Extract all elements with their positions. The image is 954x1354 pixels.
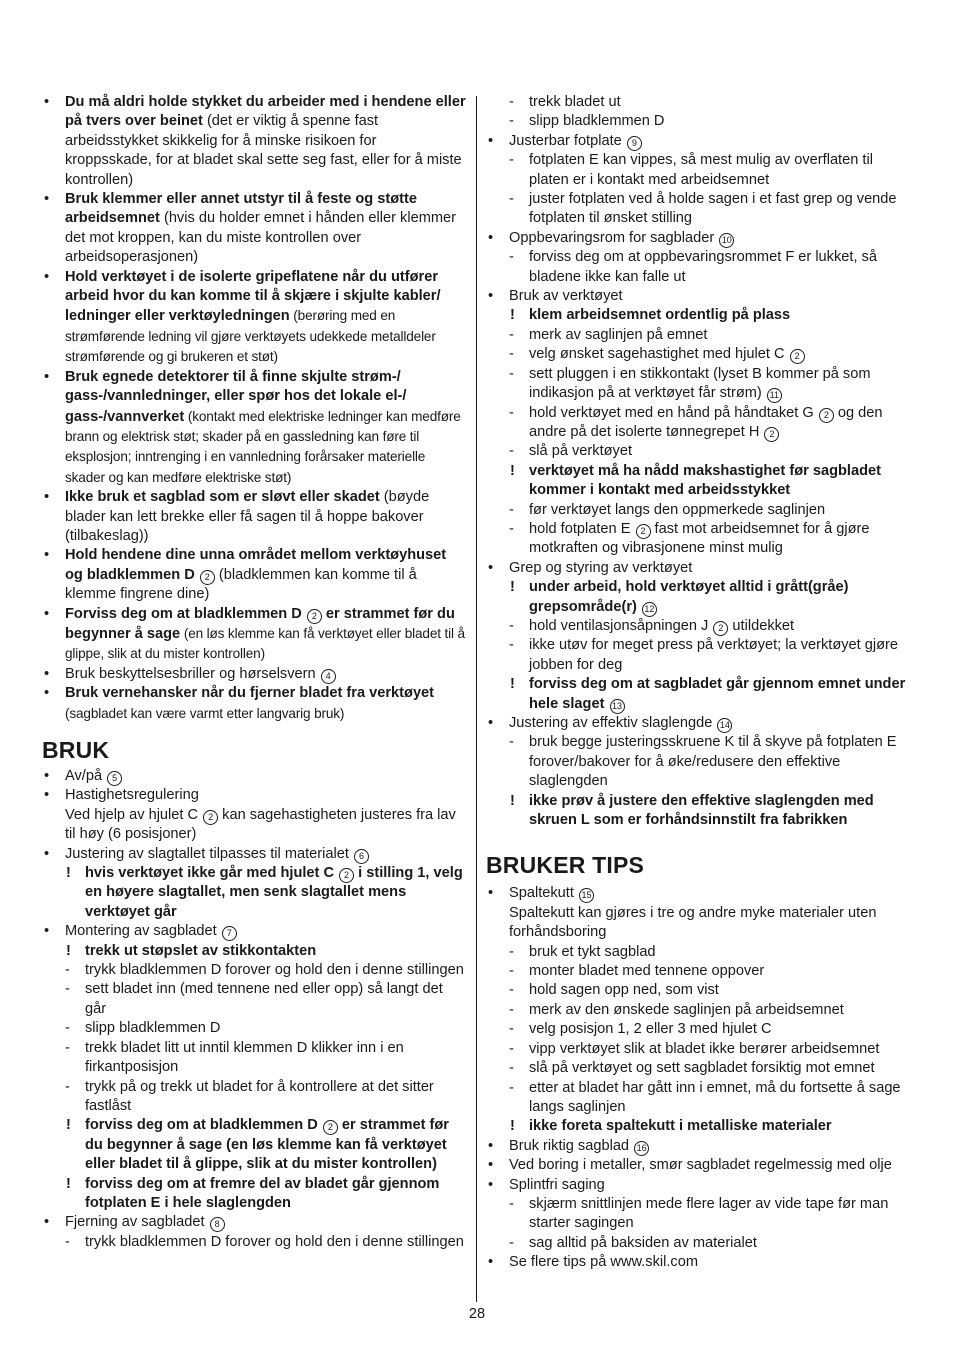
step-item: - velg ønsket sagehastighet med hjulet C 2 [486, 345, 914, 364]
figure-ref-icon: 2 [307, 609, 322, 624]
figure-ref-icon: 2 [203, 810, 218, 825]
figure-ref-icon: 15 [579, 888, 594, 903]
caution-item: ! under arbeid, hold verktøyet alltid i grått(gråe) grepsområde(r) 12 [486, 578, 914, 617]
caution-item: ! verktøyet må ha nådd makshastighet før sagbladet kommer i kontakt med arbeidsstykket [486, 462, 914, 501]
list-item: • Hastighetsregulering Ved hjelp av hjulet C 2 kan sagehastigheten justeres fra lav til høy (6 posisjoner) [42, 786, 466, 844]
warning-item: • Ikke bruk et sagblad som er sløvt eller skadet (bøyde blader kan lett brekke eller få sagen til å hoppe bakover (tilbakeslag)) [42, 488, 466, 546]
warning-item: • Bruk beskyttelsesbriller og hørselsvern 4 [42, 665, 466, 684]
figure-ref-icon: 10 [719, 233, 734, 248]
list-item: • Bruk av verktøyet [486, 287, 914, 306]
step-item: - monter bladet med tennene oppover [486, 962, 914, 981]
warning-item: • Du må aldri holde stykket du arbeider med i hendene eller på tvers over beinet (det er viktig å spenne fast arbeidsstykket skikkelig for å minske risikoen for kroppsskade, for at bladet skal sette seg fast, eller for å miste kontrollen) [42, 93, 466, 190]
step-item: - hold ventilasjonsåpningen J 2 utildekket [486, 617, 914, 636]
step-item: - sett bladet inn (med tennene ned eller opp) så langt det går [42, 980, 466, 1019]
figure-ref-icon: 16 [634, 1141, 649, 1156]
caution-item: ! forviss deg om at sagbladet går gjennom emnet under hele slaget 13 [486, 675, 914, 714]
column-divider [476, 96, 477, 1302]
list-item: • Bruk riktig sagblad 16 [486, 1137, 914, 1156]
step-item: - merk av den ønskede saglinjen på arbeidsemnet [486, 1001, 914, 1020]
figure-ref-icon: 12 [642, 602, 657, 617]
section-heading-bruker-tips: BRUKER TIPS [486, 852, 645, 879]
list-item: • Justering av slagtallet tilpasses til materialet 6 [42, 845, 466, 864]
step-item: - før verktøyet langs den oppmerkede saglinjen [486, 501, 914, 520]
list-item: • Av/på 5 [42, 767, 466, 786]
list-item: • Justering av effektiv slaglengde 14 [486, 714, 914, 733]
step-item: - hold fotplaten E 2 fast mot arbeidsemnet for å gjøre motkraften og vibrasjonene minst mulig [486, 520, 914, 559]
figure-ref-icon: 6 [354, 849, 369, 864]
left-column [42, 93, 466, 1252]
figure-ref-icon: 2 [713, 621, 728, 636]
step-item: - trykk på og trekk ut bladet for å kontrollere at det sitter fastlåst [42, 1078, 466, 1117]
step-item: - juster fotplaten ved å holde sagen i et fast grep og vende fotplaten til ønsket stilling [486, 190, 914, 229]
list-item: • Splintfri saging [486, 1176, 914, 1195]
list-item: • Grep og styring av verktøyet [486, 559, 914, 578]
step-item: - hold verktøyet med en hånd på håndtaket G 2 og den andre på det isolerte tønnegrepet H 2 [486, 404, 914, 443]
caution-item: ! forviss deg om at fremre del av bladet går gjennom fotplaten E i hele slaglengden [42, 1175, 466, 1214]
caution-item: ! forviss deg om at bladklemmen D 2 er strammet før du begynner å sage (en løs klemme kan få verktøyet eller bladet til å glippe, slik at du mister kontrollen) [42, 1116, 466, 1174]
figure-ref-icon: 2 [819, 408, 834, 423]
step-item: - etter at bladet har gått inn i emnet, må du fortsette å sage langs saglinjen [486, 1079, 914, 1118]
figure-ref-icon: 9 [627, 136, 642, 151]
figure-ref-icon: 8 [210, 1217, 225, 1232]
step-item: - hold sagen opp ned, som vist [486, 981, 914, 1000]
step-item: - velg posisjon 1, 2 eller 3 med hjulet C [486, 1020, 914, 1039]
right-column [486, 93, 914, 1273]
step-item: - ikke utøv for meget press på verktøyet; la verktøyet gjøre jobben for deg [486, 636, 914, 675]
warning-item: • Bruk vernehansker når du fjerner bladet fra verktøyet (sagbladet kan være varmt etter langvarig bruk) [42, 684, 466, 724]
page-number: 28 [468, 1306, 486, 1322]
step-item: - slipp bladklemmen D [42, 1019, 466, 1038]
warning-item: • Bruk klemmer eller annet utstyr til å feste og støtte arbeidsemnet (hvis du holder emnet i hånden eller klemmer det mot kroppen, kan du miste kontrollen over arbeidsoperasjonen) [42, 190, 466, 268]
step-item: - bruk begge justeringsskruene K til å skyve på fotplaten E forover/bakover for å øke/redusere den effektive slaglengden [486, 733, 914, 791]
figure-ref-icon: 13 [610, 699, 625, 714]
warning-item: • Hold verktøyet i de isolerte gripeflatene når du utfører arbeid hvor du kan komme til å skjære i skjulte kabler/ ledninger eller verktøyledningen (berøring med en strømførende ledning vil gjøre verktøyets udekkede metalldeler strømførende og gi brukeren et støt) [42, 268, 466, 368]
step-item: - trykk bladklemmen D forover og hold den i denne stillingen [42, 961, 466, 980]
list-item: • Justerbar fotplate 9 [486, 132, 914, 151]
figure-ref-icon: 2 [323, 1120, 338, 1135]
warning-item: • Bruk egnede detektorer til å finne skjulte strøm-/ gass-/vannledninger, eller spør hos det lokale el-/ gass-/vannverket (kontakt med elektriske ledninger kan medføre brann og elektrisk støt; skader på en gassledning kan føre til eksplosjon; inntrenging i en vannledning forårsaker materielle skader og kan medføre elektriske støt) [42, 368, 466, 488]
figure-ref-icon: 2 [339, 868, 354, 883]
step-item: - slipp bladklemmen D [486, 112, 914, 131]
list-item: • Se flere tips på www.skil.com [486, 1253, 914, 1272]
figure-ref-icon: 2 [764, 427, 779, 442]
figure-ref-icon: 2 [200, 570, 215, 585]
list-item: • Fjerning av sagbladet 8 [42, 1213, 466, 1232]
caution-item: ! ikke foreta spaltekutt i metalliske materialer [486, 1117, 914, 1136]
list-item: • Spaltekutt 15 Spaltekutt kan gjøres i tre og andre myke materialer uten forhåndsboring [486, 884, 914, 942]
step-item: - slå på verktøyet og sett sagbladet forsiktig mot emnet [486, 1059, 914, 1078]
step-item: - vipp verktøyet slik at bladet ikke berører arbeidsemnet [486, 1040, 914, 1059]
list-item: • Ved boring i metaller, smør sagbladet regelmessig med olje [486, 1156, 914, 1175]
step-item: - bruk et tykt sagblad [486, 943, 914, 962]
step-item: - forviss deg om at oppbevaringsrommet F er lukket, så bladene ikke kan falle ut [486, 248, 914, 287]
figure-ref-icon: 2 [790, 349, 805, 364]
warning-item: • Forviss deg om at bladklemmen D 2 er strammet før du begynner å sage (en løs klemme kan få verktøyet eller bladet til å glippe, slik at du mister kontrollen) [42, 605, 466, 665]
step-item: - trykk bladklemmen D forover og hold den i denne stillingen [42, 1233, 466, 1252]
figure-ref-icon: 14 [717, 718, 732, 733]
figure-ref-icon: 11 [767, 388, 782, 403]
step-item: - merk av saglinjen på emnet [486, 326, 914, 345]
step-item: - trekk bladet litt ut inntil klemmen D klikker inn i en firkantposisjon [42, 1039, 466, 1078]
figure-ref-icon: 5 [107, 771, 122, 786]
section-heading-bruk: BRUK [42, 737, 110, 763]
warning-item: • Hold hendene dine unna området mellom verktøyhuset og bladklemmen D 2 (bladklemmen kan komme til å klemme fingrene dine) [42, 546, 466, 604]
step-item: - sag alltid på baksiden av materialet [486, 1234, 914, 1253]
figure-ref-icon: 7 [222, 926, 237, 941]
caution-item: ! trekk ut støpslet av stikkontakten [42, 942, 466, 961]
step-item: - trekk bladet ut [486, 93, 914, 112]
step-item: - skjærm snittlinjen mede flere lager av vide tape før man starter sagingen [486, 1195, 914, 1234]
caution-item: ! hvis verktøyet ikke går med hjulet C 2 i stilling 1, velg en høyere slagtallet, men senk slagtallet mens verktøyet går [42, 864, 466, 922]
step-item: - sett pluggen i en stikkontakt (lyset B kommer på som indikasjon på at verktøyet får strøm) 11 [486, 365, 914, 404]
list-item: • Montering av sagbladet 7 [42, 922, 466, 941]
step-item: - fotplaten E kan vippes, så mest mulig av overflaten til platen er i kontakt med arbeidsemnet [486, 151, 914, 190]
caution-item: ! klem arbeidsemnet ordentlig på plass [486, 306, 914, 325]
figure-ref-icon: 2 [636, 524, 651, 539]
list-item: • Oppbevaringsrom for sagblader 10 [486, 229, 914, 248]
figure-ref-icon: 4 [321, 669, 336, 684]
caution-item: ! ikke prøv å justere den effektive slaglengden med skruen L som er forhåndsinnstilt fra fabrikken [486, 792, 914, 831]
step-item: - slå på verktøyet [486, 442, 914, 461]
